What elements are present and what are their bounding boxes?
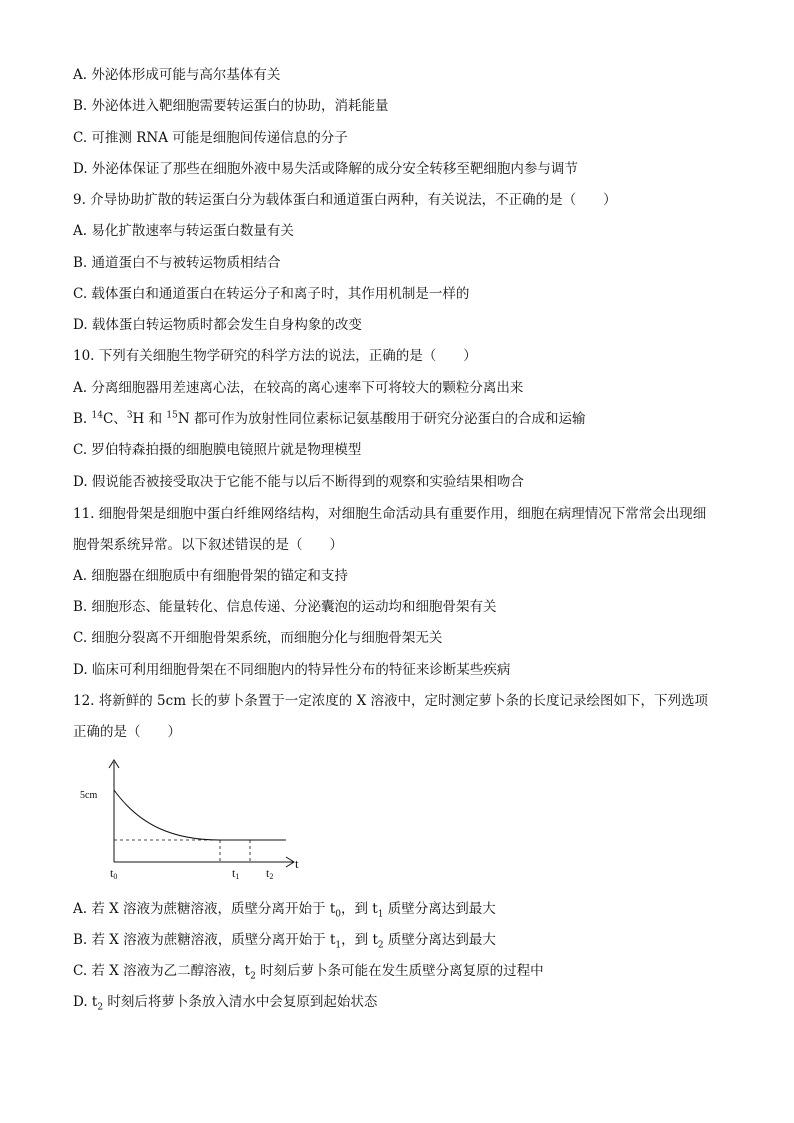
- x-axis-label: t: [295, 856, 299, 871]
- q10-b-rest: 都可作为放射性同位素标记氨基酸用于研究分泌蛋白的合成和运输: [189, 411, 586, 427]
- q12-option-a: A. 若 X 溶液为蔗糖溶液，质壁分离开始于 $t_0$，到 $t_1$ 质壁分离达到最大: [73, 901, 496, 920]
- q12-option-c: C. 若 X 溶液为乙二醇溶液，$t_2$ 时刻后萝卜条可能在发生质壁分离复原的过程中: [73, 963, 544, 982]
- y-label-5cm: 5cm: [80, 790, 98, 801]
- q10-option-c: C. 罗伯特森拍摄的细胞膜电镜照片就是物理模型: [73, 442, 362, 458]
- q11-stem-line2: 胞骨架系统异常。以下叙述错误的是（ ）: [73, 537, 343, 553]
- q10-stem: 10. 下列有关细胞生物学研究的科学方法的说法，正确的是（ ）: [73, 348, 477, 364]
- q10-b-prefix: B.: [73, 411, 88, 427]
- q11-option-b: B. 细胞形态、能量转化、信息传递、分泌囊泡的运动均和细胞骨架有关: [73, 599, 497, 615]
- q9-option-b: B. 通道蛋白不与被转运物质相结合: [73, 255, 281, 271]
- q12-stem-line2: 正确的是（ ）: [73, 724, 181, 740]
- q10-b-iso2-mass: 3: [126, 410, 133, 421]
- q9-option-c: C. 载体蛋白和通道蛋白在转运分子和离子时，其作用机制是一样的: [73, 286, 470, 302]
- q12-option-b: B. 若 X 溶液为蔗糖溶液，质壁分离开始于 $t_1$，到 $t_2$ 质壁分离达到最大: [73, 932, 496, 951]
- q11-option-a: A. 细胞器在细胞质中有细胞骨架的锚定和支持: [73, 568, 348, 584]
- q11-option-c: C. 细胞分裂离不开细胞骨架系统，而细胞分化与细胞骨架无关: [73, 630, 443, 646]
- q11-stem-line1: 11. 细胞骨架是细胞中蛋白纤维网络结构，对细胞生命活动具有重要作用，细胞在病理情况下常常会出现细: [73, 506, 707, 522]
- q9-option-a: A. 易化扩散速率与转运蛋白数量有关: [73, 223, 294, 239]
- q12-stem-line1: 12. 将新鲜的 5cm 长的萝卜条置于一定浓度的 X 溶液中，定时测定萝卜条的长度记录绘图如下，下列选项: [73, 693, 708, 709]
- t2-label: t2: [266, 866, 274, 881]
- t0-label: t0: [110, 866, 118, 881]
- q9-stem: 9. 介导协助扩散的转运蛋白分为载体蛋白和通道蛋白两种，有关说法，不正确的是（ ）: [73, 192, 617, 208]
- q8-option-c: C. 可推测 RNA 可能是细胞间传递信息的分子: [73, 130, 348, 146]
- length-vs-time-graph: [78, 756, 308, 884]
- q10-b-iso1-mass: 14: [91, 410, 103, 421]
- t1-label: t1: [232, 866, 240, 881]
- q11-option-d: D. 临床可利用细胞骨架在不同细胞内的特异性分布的特征来诊断某些疾病: [73, 662, 511, 678]
- length-curve: [114, 790, 286, 840]
- q8-option-b: B. 外泌体进入靶细胞需要转运蛋白的协助，消耗能量: [73, 98, 389, 114]
- q9-option-d: D. 载体蛋白转运物质时都会发生自身构象的改变: [73, 317, 362, 333]
- q10-b-iso2-el: H 和: [132, 411, 167, 427]
- q10-option-a: A. 分离细胞器用差速离心法，在较高的离心速率下可将较大的颗粒分离出来: [73, 380, 524, 396]
- q10-option-b: [73, 410, 585, 428]
- q10-b-iso3-el: N: [177, 411, 190, 427]
- q10-b-iso1-el: C、: [102, 411, 127, 427]
- q8-option-d: D. 外泌体保证了那些在细胞外液中易失活或降解的成分安全转移至靶细胞内参与调节: [73, 161, 578, 177]
- q10-option-d: D. 假说能否被接受取决于它能不能与以后不断得到的观察和实验结果相吻合: [73, 474, 524, 490]
- q12-option-d: D. $t_2$ 时刻后将萝卜条放入清水中会复原到起始状态: [73, 994, 378, 1013]
- q8-option-a: A. 外泌体形成可能与高尔基体有关: [73, 67, 281, 83]
- q10-b-iso3-mass: 15: [166, 410, 178, 421]
